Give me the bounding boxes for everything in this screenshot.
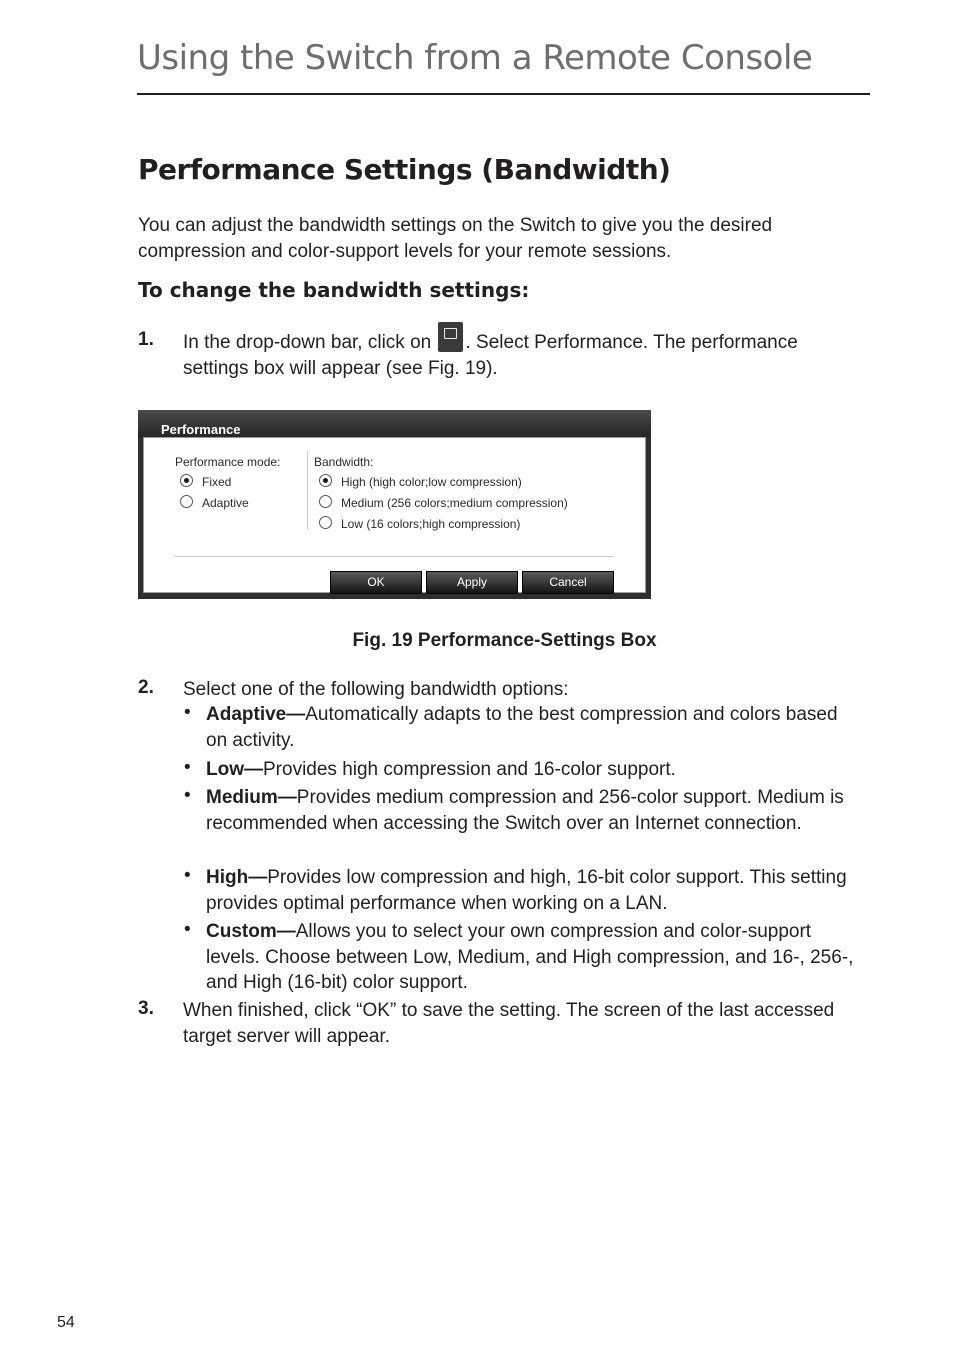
bullet-term: Low— <box>206 759 263 780</box>
window-settings-icon <box>438 322 463 352</box>
radio-medium-label: Medium (256 colors;medium compression) <box>341 496 568 510</box>
bullet-desc: Provides high compression and 16-color support. <box>263 759 676 780</box>
bullet-term: High— <box>206 867 268 888</box>
radio-high[interactable] <box>319 474 332 487</box>
radio-low[interactable] <box>319 516 332 529</box>
radio-fixed[interactable] <box>180 474 193 487</box>
dialog-horizontal-divider <box>175 556 613 557</box>
intro-paragraph: You can adjust the bandwidth settings on the Switch to give you the desired compression and color-support levels for your remote sessions. <box>138 215 773 262</box>
header-title: Using the Switch from a Remote Console <box>137 38 813 78</box>
bullet-adaptive <box>206 702 856 753</box>
bullet-marker: • <box>184 865 191 886</box>
figure-caption: Fig. 19 Performance-Settings Box <box>352 630 657 651</box>
bullet-marker: • <box>184 757 191 778</box>
bullet-term: Adaptive— <box>206 704 306 725</box>
apply-button[interactable]: Apply <box>426 571 518 594</box>
step-3-number: 3. <box>138 998 154 1019</box>
bullet-custom <box>206 919 856 996</box>
cancel-button[interactable]: Cancel <box>522 571 614 594</box>
step-3-text: When finished, click “OK” to save the setting. The screen of the last accessed target server will appear. <box>183 1000 835 1047</box>
radio-low-label: Low (16 colors;high compression) <box>341 517 521 531</box>
step-1-text-before: In the drop-down bar, click on <box>183 332 432 353</box>
dialog-vertical-divider <box>307 451 308 529</box>
bullet-marker: • <box>184 919 191 940</box>
bullet-marker: • <box>184 702 191 723</box>
bullet-desc: Provides medium compression and 256-color support. Medium is recommended when accessing the Switch over an Internet connection. <box>206 787 844 834</box>
bullet-term: Custom— <box>206 921 296 942</box>
step-1-text <box>183 322 853 381</box>
header-rule <box>137 93 870 95</box>
bullet-marker: • <box>184 785 191 806</box>
step-2-text: Select one of the following bandwidth options: <box>183 679 569 700</box>
radio-adaptive-label: Adaptive <box>202 496 249 510</box>
bullet-desc: Automatically adapts to the best compression and colors based on activity. <box>206 704 838 751</box>
performance-dialog <box>138 410 651 599</box>
page-number: 54 <box>57 1314 75 1331</box>
step-1-text-after: . Select Performance. The performance settings box will appear (see Fig. 19). <box>183 332 798 379</box>
ok-button[interactable]: OK <box>330 571 422 594</box>
bullet-term: Medium— <box>206 787 297 808</box>
bullet-low <box>206 757 856 783</box>
bullet-desc: Provides low compression and high, 16-bit color support. This setting provides optimal performance when working on a LAN. <box>206 867 847 914</box>
radio-high-label: High (high color;low compression) <box>341 475 522 489</box>
performance-mode-label: Performance mode: <box>175 455 281 469</box>
bullet-medium <box>206 785 856 836</box>
subheading: To change the bandwidth settings: <box>138 278 530 302</box>
dialog-body <box>143 437 646 593</box>
dialog-titlebar <box>138 410 651 437</box>
radio-medium[interactable] <box>319 495 332 508</box>
bullet-high <box>206 865 856 916</box>
dialog-title: Performance <box>161 422 241 437</box>
bandwidth-label: Bandwidth: <box>314 455 374 469</box>
bullet-desc: Allows you to select your own compression and color-support levels. Choose between Low, Medium, and High compression, and 16-, 256-, and High (16-bit) color support. <box>206 921 854 993</box>
step-2-number: 2. <box>138 677 154 698</box>
radio-adaptive[interactable] <box>180 495 193 508</box>
step-1-number: 1. <box>138 329 154 350</box>
radio-fixed-label: Fixed <box>202 475 232 489</box>
section-title: Performance Settings (Bandwidth) <box>138 153 671 186</box>
